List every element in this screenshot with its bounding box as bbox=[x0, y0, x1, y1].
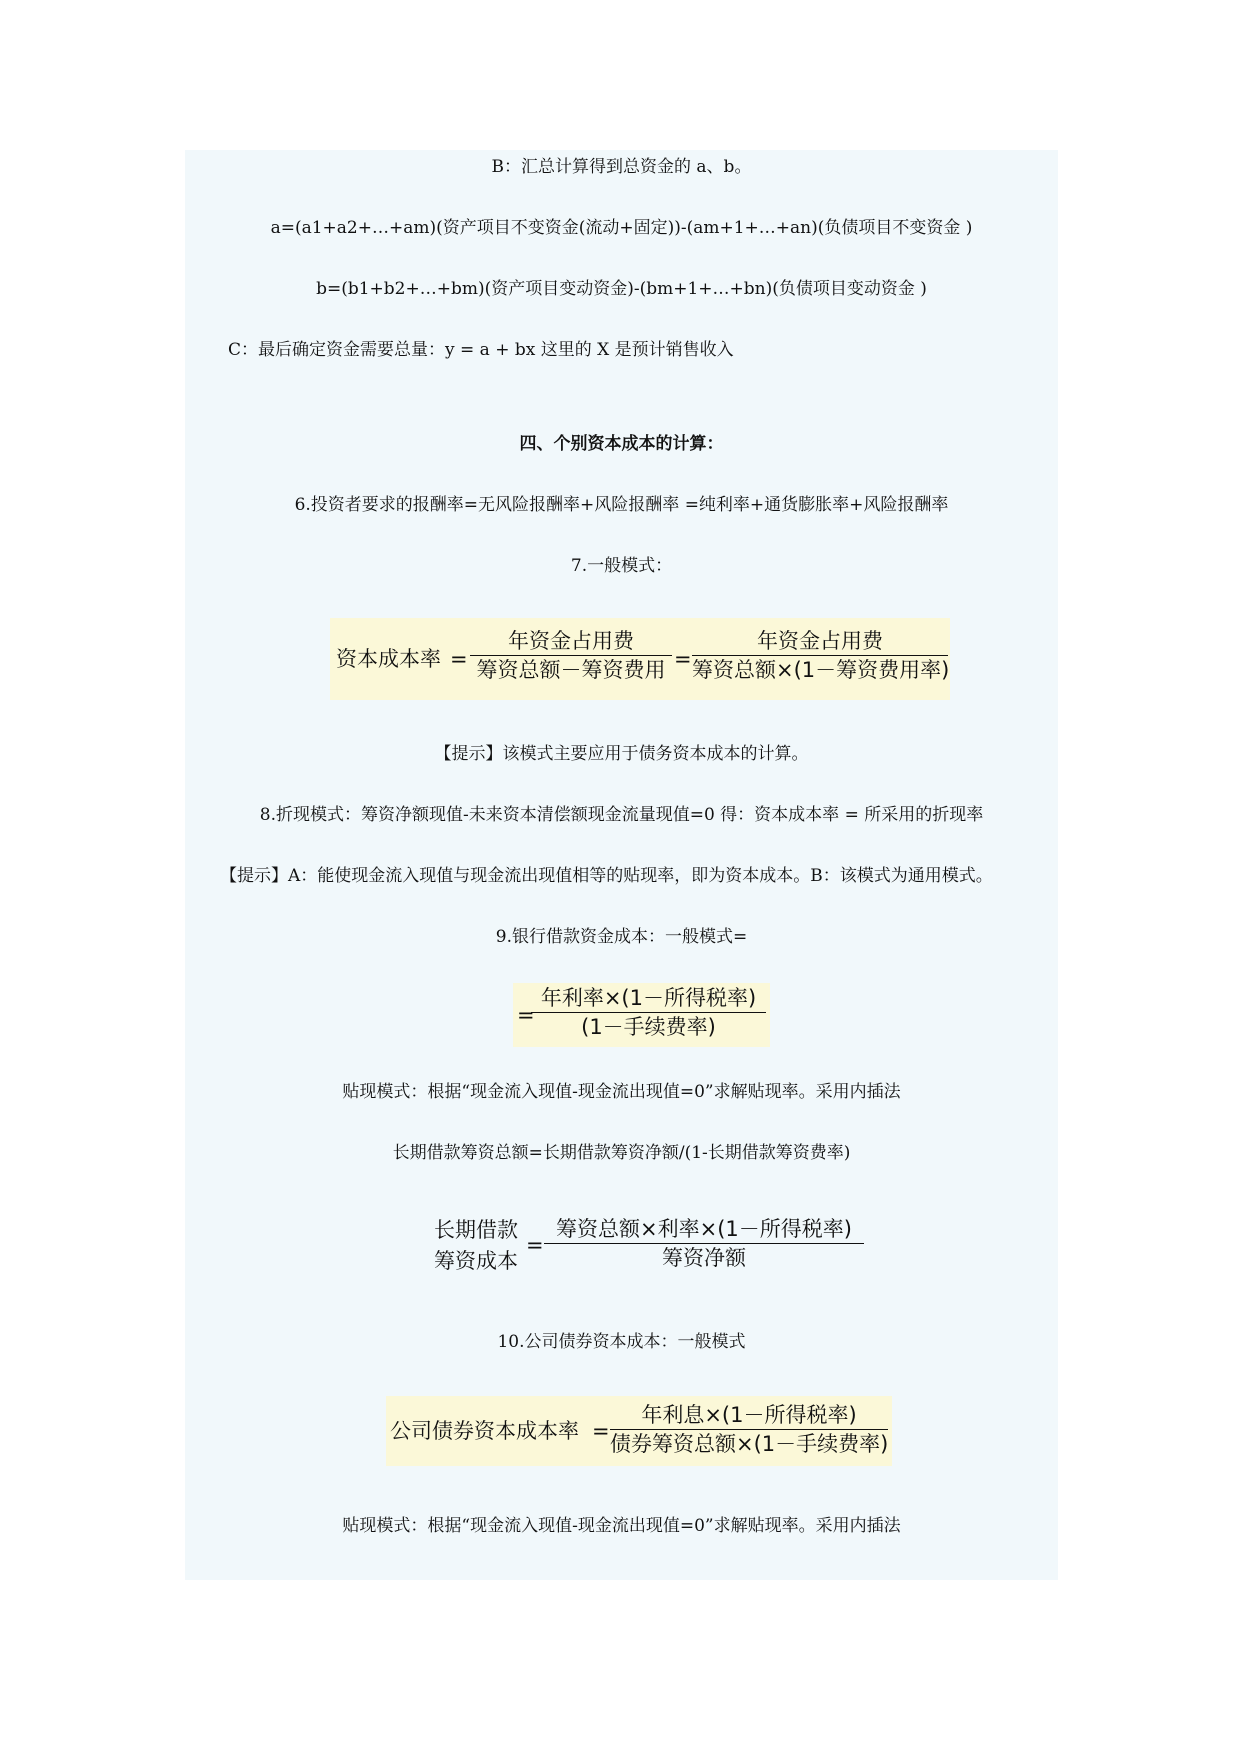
formula-fraction bbox=[544, 1216, 864, 1271]
formula-bond-cost bbox=[386, 1396, 892, 1466]
fraction-denominator: 筹资总额－筹资费用 bbox=[476, 658, 666, 682]
fraction-bar bbox=[610, 1429, 888, 1430]
formula-fraction-2 bbox=[692, 628, 948, 683]
text-line-item-10: 10.公司债券资本成本：一般模式 bbox=[497, 1332, 746, 1352]
formula-long-term-loan-cost bbox=[430, 1212, 870, 1282]
fraction-numerator: 年利息×(1－所得税率) bbox=[641, 1403, 857, 1427]
fraction-numerator: 年资金占用费 bbox=[508, 629, 634, 653]
fraction-denominator: 债券筹资总额×(1－手续费率) bbox=[610, 1432, 889, 1456]
formula-fraction-1 bbox=[470, 628, 672, 683]
text-line-formula-b: b=(b1+b2+…+bm)(资产项目变动资金)-(bm+1+…+bn)(负债项目变动资金 ) bbox=[316, 279, 927, 299]
formula-fraction bbox=[610, 1402, 888, 1457]
fraction-denominator: 筹资净额 bbox=[662, 1246, 746, 1270]
formula-lhs-line-1: 长期借款 bbox=[434, 1218, 518, 1242]
formula-equals: = bbox=[517, 1003, 535, 1027]
fraction-numerator: 年资金占用费 bbox=[757, 629, 883, 653]
formula-lhs: 资本成本率 bbox=[336, 647, 441, 671]
text-line-discount-model-2: 贴现模式：根据“现金流入现值-现金流出现值=0”求解贴现率。采用内插法 bbox=[342, 1516, 901, 1536]
text-line-item-6: 6.投资者要求的报酬率=无风险报酬率+风险报酬率 =纯利率+通货膨胀率+风险报酬率 bbox=[294, 495, 949, 515]
fraction-denominator: 筹资总额×(1－筹资费用率) bbox=[692, 658, 950, 682]
text-line-tip-debt: 【提示】该模式主要应用于债务资本成本的计算。 bbox=[434, 744, 809, 764]
formula-bank-loan-cost bbox=[513, 983, 770, 1047]
fraction-numerator: 年利率×(1－所得税率) bbox=[540, 986, 757, 1010]
formula-equals: = bbox=[450, 647, 468, 671]
fraction-bar bbox=[531, 1012, 766, 1013]
fraction-bar bbox=[692, 655, 948, 656]
text-line-b-summary: B：汇总计算得到总资金的 a、b。 bbox=[491, 157, 752, 177]
text-line-total-requirement: C：最后确定资金需要总量：y = a + bx 这里的 X 是预计销售收入 bbox=[228, 340, 734, 360]
text-line-item-8: 8.折现模式：筹资净额现值-未来资本清偿额现金流量现值=0 得：资本成本率 = 所采用的折现率 bbox=[259, 805, 984, 825]
fraction-bar bbox=[544, 1243, 864, 1244]
fraction-numerator: 筹资总额×利率×(1－所得税率) bbox=[556, 1217, 852, 1241]
fraction-denominator: (1－手续费率) bbox=[581, 1015, 716, 1039]
formula-lhs: 公司债券资本成本率 bbox=[390, 1419, 579, 1443]
formula-equals: = bbox=[592, 1419, 610, 1443]
text-line-formula-a: a=(a1+a2+…+am)(资产项目不变资金(流动+固定))-(am+1+…+an)(负债项目不变资金 ) bbox=[270, 218, 973, 238]
text-line-long-term-loan: 长期借款筹资总额=长期借款筹资净额/(1-长期借款筹资费率) bbox=[392, 1143, 851, 1163]
section-heading: 四、个别资本成本的计算： bbox=[519, 434, 724, 454]
formula-lhs-line-2: 筹资成本 bbox=[434, 1249, 518, 1273]
text-line-tip-discount: 【提示】A：能使现金流入现值与现金流出现值相等的贴现率，即为资本成本。B：该模式为通用模式。 bbox=[220, 866, 993, 886]
text-line-discount-model-1: 贴现模式：根据“现金流入现值-现金流出现值=0”求解贴现率。采用内插法 bbox=[342, 1082, 901, 1102]
fraction-bar bbox=[470, 655, 672, 656]
formula-equals: = bbox=[674, 647, 692, 671]
text-line-item-7: 7.一般模式： bbox=[570, 556, 673, 576]
text-line-item-9: 9.银行借款资金成本：一般模式= bbox=[495, 927, 748, 947]
formula-capital-cost-general bbox=[330, 618, 950, 700]
formula-fraction bbox=[531, 985, 766, 1040]
formula-equals: = bbox=[526, 1233, 544, 1257]
